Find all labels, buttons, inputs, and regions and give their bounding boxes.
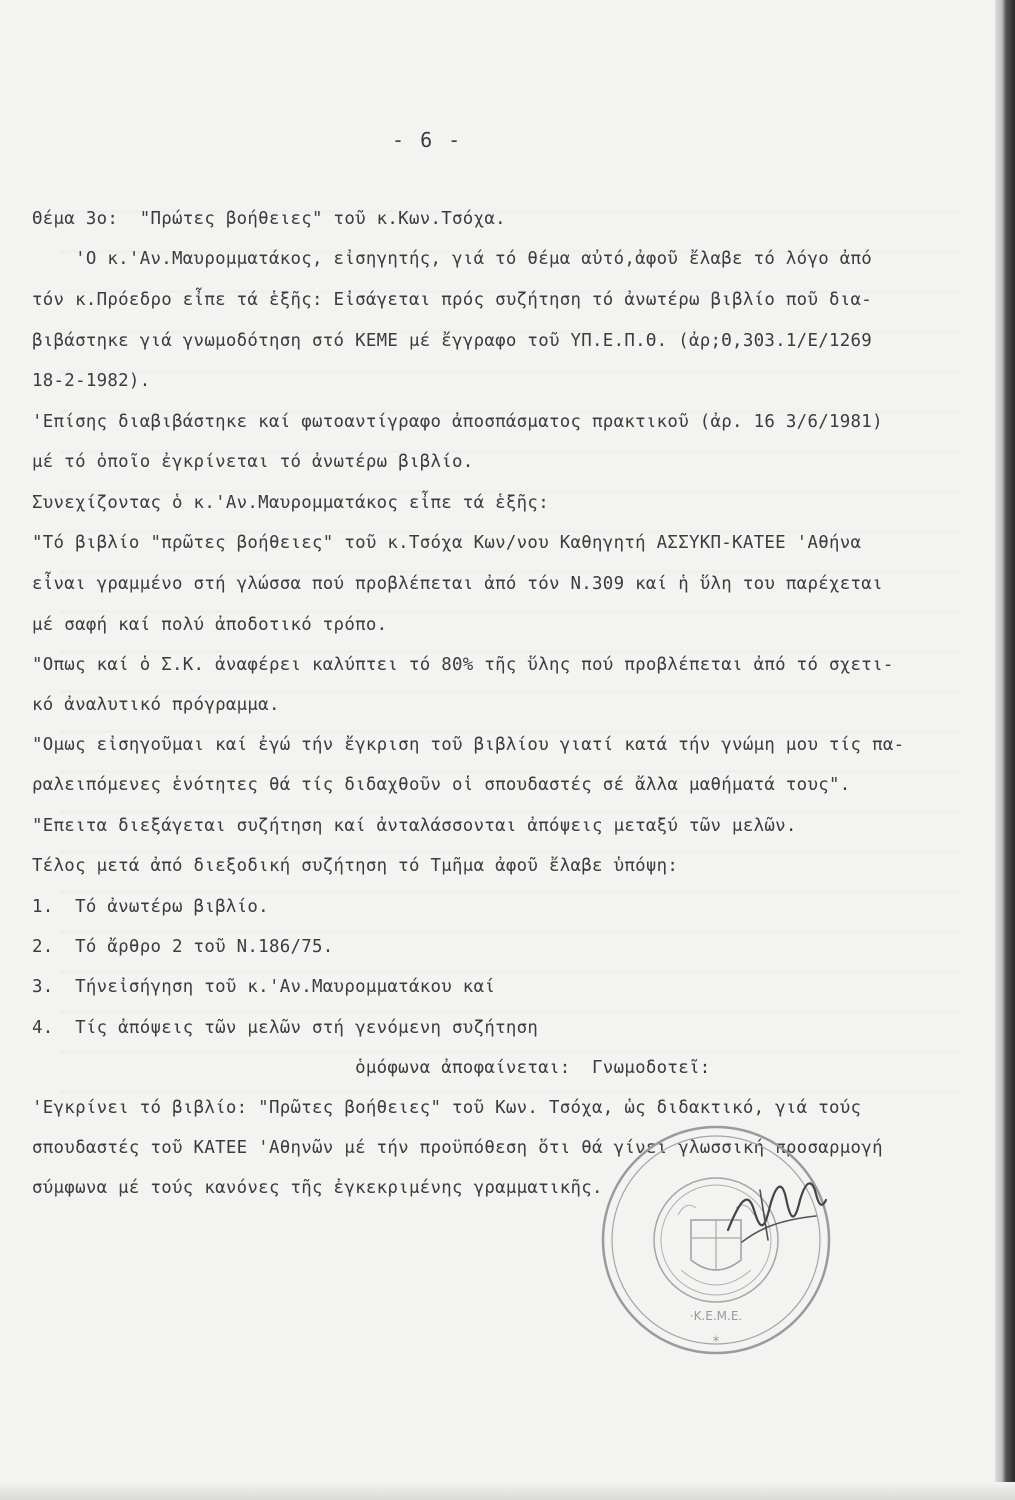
handwritten-signature	[720, 1170, 830, 1250]
text-line: 'Επίσης διαβιβάστηκε καί φωτοαντίγραφο ἀποσπάσματος πρακτικοῦ (ἀρ. 16 3/6/1981)	[32, 412, 883, 432]
text-line: "Τό βιβλίο "πρῶτες βοήθειες" τοῦ κ.Τσόχα Κων/νου Καθηγητή ΑΣΣΥΚΠ-ΚΑΤΕΕ 'Αθήνα	[32, 533, 862, 553]
text-line: κό ἀναλυτικό πρόγραμμα.	[32, 695, 280, 715]
reverse-side-bleed-through	[60, 180, 960, 1100]
page-number: - 6 -	[392, 128, 463, 152]
text-line: 18-2-1982).	[32, 371, 151, 391]
text-line: 'Ο κ.'Αν.Μαυρομματάκος, εἰσηγητής, γιά τό θέμα αὐτό,ἀφοῦ ἔλαβε τό λόγο ἀπό	[32, 249, 873, 269]
text-line: σπουδαστές τοῦ ΚΑΤΕΕ 'Αθηνῶν μέ τήν προϋπόθεση ὅτι θά γίνει γλωσσική προσαρμογή	[32, 1138, 883, 1158]
text-line: "Ομως εἰσηγοῦμαι καί ἐγώ τήν ἔγκριση τοῦ βιβλίου γιατί κατά τήν γνώμη μου τίς πα-	[32, 735, 905, 755]
scan-page-edge-right	[995, 0, 1015, 1500]
list-item: 4. Τίς ἀπόψεις τῶν μελῶν στή γενόμενη συζήτηση	[32, 1018, 539, 1038]
text-line: εἶναι γραμμένο στή γλώσσα πού προβλέπεται ἀπό τόν Ν.309 καί ἡ ὕλη του παρέχεται	[32, 574, 883, 594]
list-item: 3. Τήνεἰσήγηση τοῦ κ.'Αν.Μαυρομματάκου καί	[32, 977, 496, 997]
svg-text:·Κ.Ε.Μ.Ε.: ·Κ.Ε.Μ.Ε.	[689, 1309, 743, 1323]
text-line: τόν κ.Πρόεδρο εἶπε τά ἑξῆς: Εἰσάγεται πρός συζήτηση τό ἀνωτέρω βιβλίο ποῦ δια-	[32, 290, 873, 310]
scan-page-edge-bottom	[0, 1482, 1015, 1500]
subject-line: Θέμα 3ο: "Πρώτες βοήθειες" τοῦ κ.Κων.Τσόχα.	[32, 209, 506, 229]
text-line: "Οπως καί ὁ Σ.Κ. ἀναφέρει καλύπτει τό 80% τῆς ὕλης πού προβλέπεται ἀπό τό σχετι-	[32, 655, 894, 675]
text-line: μέ σαφή καί πολύ ἀποδοτικό τρόπο.	[32, 615, 388, 635]
text-line: Τέλος μετά ἀπό διεξοδική συζήτηση τό Τμῆμα ἀφοῦ ἔλαβε ὑπόψη:	[32, 856, 679, 876]
text-line: σύμφωνα μέ τούς κανόνες τῆς ἐγκεκριμένης γραμματικῆς.	[32, 1178, 603, 1198]
text-line: Συνεχίζοντας ὁ κ.'Αν.Μαυρομματάκος εἶπε τά ἑξῆς:	[32, 493, 549, 513]
text-line: "Επειτα διεξάγεται συζήτηση καί ἀνταλάσσονται ἀπόψεις μεταξύ τῶν μελῶν.	[32, 816, 797, 836]
list-item: 1. Τό ἀνωτέρω βιβλίο.	[32, 897, 269, 917]
decision-heading: ὁμόφωνα ἀποφαίνεται: Γνωμοδοτεῖ:	[32, 1058, 711, 1078]
text-line: ραλειπόμενες ἑνότητες θά τίς διδαχθοῦν οἱ σπουδαστές σέ ἄλλα μαθήματά τους".	[32, 775, 851, 795]
text-line: μέ τό ὁποῖο ἐγκρίνεται τό ἀνωτέρω βιβλίο.	[32, 452, 474, 472]
text-line: βιβάστηκε γιά γνωμοδότηση στό ΚΕΜΕ μέ ἔγγραφο τοῦ ΥΠ.Ε.Π.Θ. (ἀρ;Θ,303.1/Ε/1269	[32, 331, 873, 351]
list-item: 2. Τό ἄρθρο 2 τοῦ Ν.186/75.	[32, 937, 334, 957]
svg-text:*: *	[712, 1334, 720, 1350]
text-line: 'Εγκρίνει τό βιβλίο: "Πρῶτες βοήθειες" τοῦ Κων. Τσόχα, ὡς διδακτικό, γιά τούς	[32, 1098, 862, 1118]
